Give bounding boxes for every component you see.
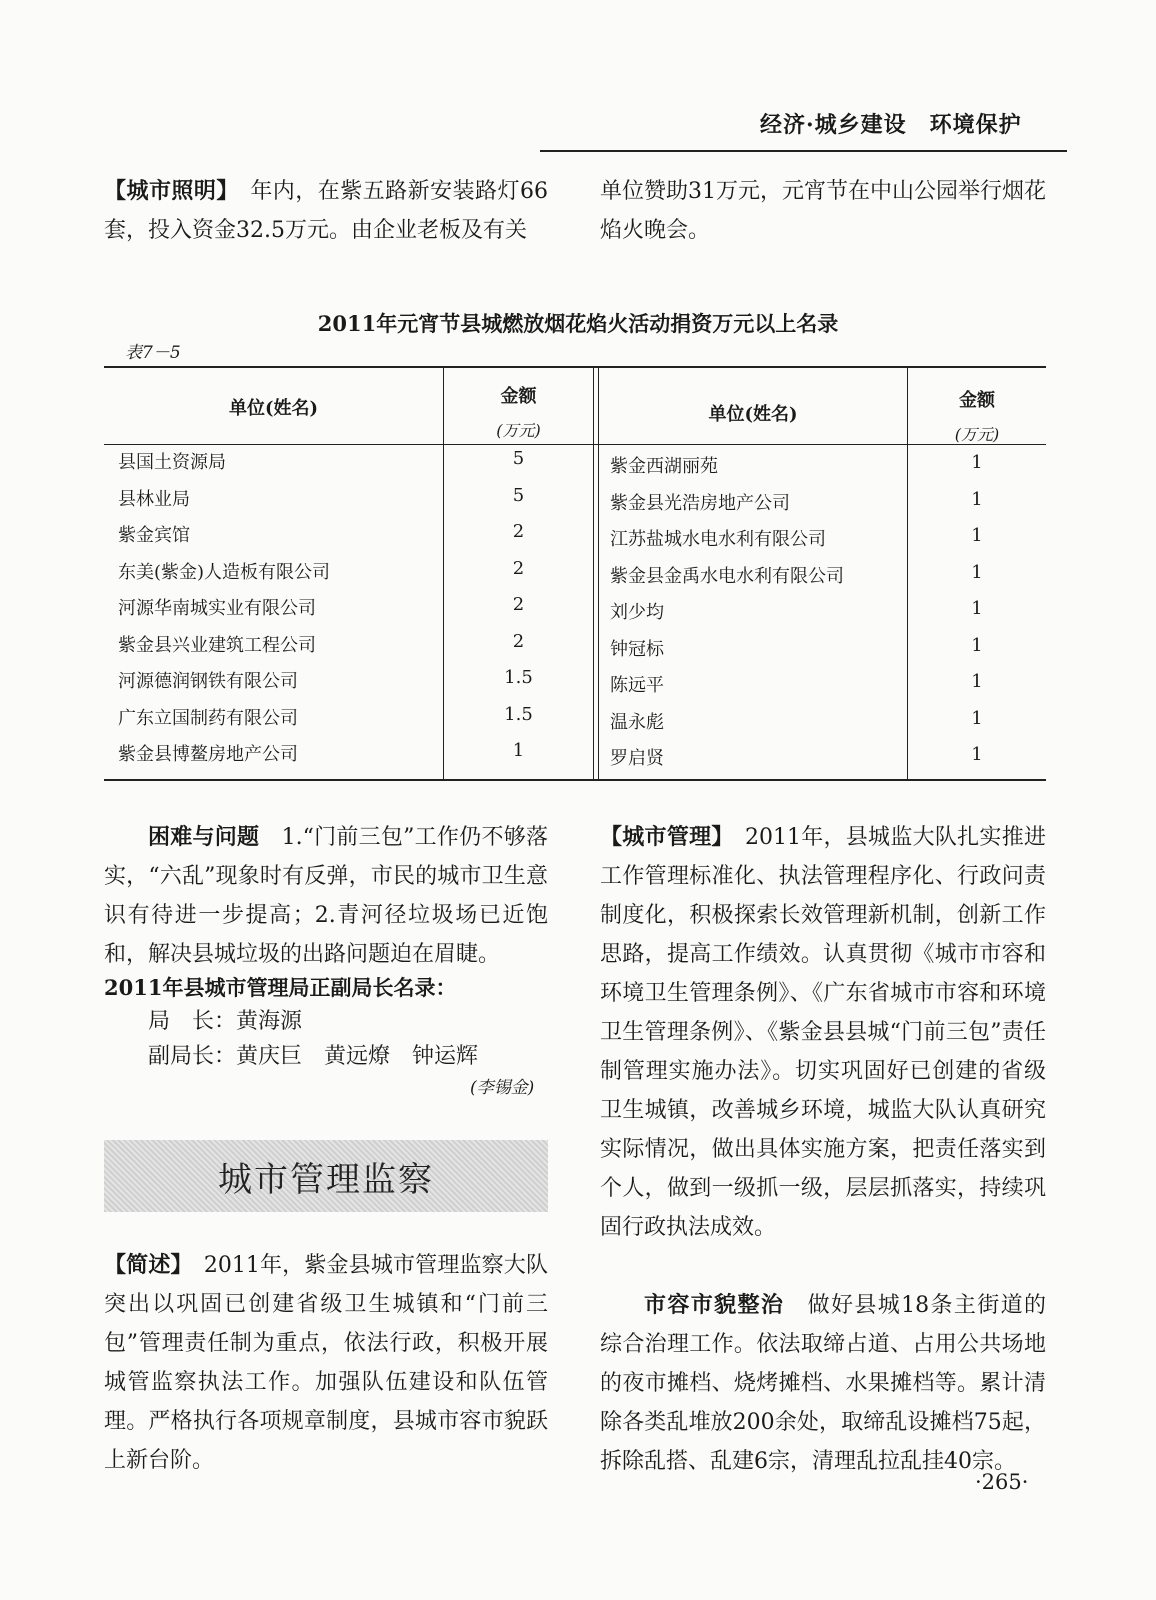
table-cell-name: 江苏盐城水电水利有限公司 (610, 529, 826, 550)
table-number: 表7－5 (125, 343, 181, 363)
table-cell-name: 东美(紫金)人造板有限公司 (118, 561, 331, 583)
table-cell-name: 刘少均 (610, 602, 664, 623)
summary-text: 2011年，紫金县城市管理监察大队突出以巩固已创建省级卫生城镇和“门前三包”管理责任制为重点，依法行政，积极开展城管监察执法工作。加强队伍建设和队伍管理。严格执行各项规章制度，县城市容市貌跃上新台阶。 (104, 1253, 548, 1473)
table-cell-amount: 1 (971, 561, 983, 583)
table-cell-amount: 1.5 (504, 703, 533, 725)
table-cell-name: 陈远平 (610, 675, 664, 696)
section-banner (104, 1140, 548, 1212)
leaders-title: 2011年县城市管理局正副局长名录： (104, 975, 457, 1000)
table-cell-name: 河源德润钢铁有限公司 (118, 671, 298, 692)
table-cell-amount: 2 (512, 557, 525, 579)
lighting-text-col1: 年内，在紫五路新安装路灯66套，投入资金32.5万元。由企业老板及有关 (104, 179, 548, 243)
table-header-amount-right: 金额 (万元) (954, 390, 1000, 444)
table-cell-amount: 1 (971, 525, 983, 546)
rectification-text: 做好县城18条主街道的综合治理工作。依法取缔占道、占用公共场地的夜市摊档、烧烤摊档、水果摊档等。累计清除各类乱堆放200余处，取缔乱设摊档75起，拆除乱搭、乱建6宗，清理乱拉乱挂40宗。 (600, 1293, 1046, 1474)
running-header: 经济·城乡建设 环境保护 (760, 112, 1022, 138)
lighting-label: 【城市照明】 (104, 178, 228, 204)
lighting-paragraph (104, 172, 548, 250)
table-col-divider (598, 366, 599, 780)
table-cell-amount: 1 (971, 634, 983, 656)
table-title: 2011年元宵节县城燃放烟花焰火活动捐资万元以上名录 (317, 311, 839, 336)
table-cell-name: 钟冠标 (610, 638, 664, 660)
table-header-amount-left: 金额 (万元) (496, 386, 541, 440)
table-cell-amount: 1 (971, 744, 983, 765)
table-header-unit-left: 单位(姓名) (228, 398, 319, 419)
leaders-deputy: 副局长：黄庆巨 黄远燎 钟运辉 (148, 1044, 479, 1069)
table-cell-name: 县国土资源局 (118, 452, 226, 473)
table-cell-amount: 1.5 (504, 667, 533, 688)
table-cell-amount: 2 (512, 521, 525, 542)
problems-text: 1.“门前三包”工作仍不够落实，“六乱”现象时有反弹，市民的城市卫生意识有待进一步提高；2.青河径垃圾场已近饱和，解决县城垃圾的出路问题迫在眉睫。 (104, 825, 548, 967)
leaders-director: 局 长：黄海源 (148, 1009, 303, 1034)
table-cell-amount: 2 (512, 594, 525, 615)
table-cell-amount: 5 (512, 448, 525, 469)
rectification-paragraph (600, 1286, 1046, 1481)
table-cell-name: 广东立国制药有限公司 (118, 707, 298, 729)
table-cell-name: 紫金县金禹水电水利有限公司 (610, 565, 844, 587)
table-cell-name: 紫金县兴业建筑工程公司 (118, 634, 316, 656)
table-cell-amount: 1 (971, 598, 983, 619)
table-cell-amount: 1 (971, 452, 983, 473)
table-cell-name: 县林业局 (118, 488, 190, 510)
table-col-divider (593, 366, 594, 780)
problems-paragraph (104, 818, 548, 974)
lighting-paragraph-continued (600, 172, 1046, 250)
table-cell-amount: 1 (971, 671, 983, 692)
table-cell-name: 紫金县博鳌房地产公司 (118, 744, 298, 765)
section-title: 城市管理监察 (218, 1159, 434, 1200)
table-cell-amount: 1 (512, 740, 525, 761)
table-header-unit-right: 单位(姓名) (708, 404, 798, 425)
management-label: 【城市管理】 (600, 824, 723, 850)
rectification-lead: 市容市貌整治 (644, 1292, 785, 1318)
table-cell-name: 罗启贤 (610, 748, 664, 769)
table-cell-name: 紫金县光浩房地产公司 (610, 492, 790, 514)
table-cell-amount: 2 (512, 630, 525, 652)
management-text: 2011年，县城监大队扎实推进工作管理标准化、执法管理程序化、行政问责制度化，积极探索长效管理新机制，创新工作思路，提高工作绩效。认真贯彻《城市市容和环境卫生管理条例》、《广东省城市市容和环境卫生管理条例》、《紫金县县城“门前三包”责任制管理实施办法》。切实巩固好已创建的省级卫生城镇，改善城乡环境，城监大队认真研究实际情况，做出具体实施方案，把责任落实到个人，做到一级抓一级，层层抓落实，持续巩固行政执法成效。 (600, 825, 1046, 1240)
table-bottom-rule (104, 779, 1046, 781)
table-cell-name: 河源华南城实业有限公司 (118, 598, 316, 619)
management-paragraph (600, 818, 1046, 1247)
table-cell-name: 紫金宾馆 (118, 525, 190, 546)
table-cell-amount: 1 (971, 707, 983, 729)
table-cell-name: 紫金西湖丽苑 (610, 456, 718, 477)
table-top-rule (104, 366, 1046, 368)
lighting-text-col2: 单位赞助31万元，元宵节在中山公园举行烟花焰火晚会。 (600, 179, 1046, 243)
page-number: ·265· (975, 1470, 1029, 1494)
table-cell-amount: 1 (971, 488, 983, 510)
table-cell-name: 温永彪 (610, 711, 664, 733)
summary-paragraph (104, 1246, 548, 1480)
summary-label: 【简述】 (104, 1252, 182, 1278)
table-cell-amount: 5 (512, 484, 525, 506)
header-rule (540, 150, 1067, 152)
author-credit: (李锡金) (470, 1078, 535, 1098)
problems-lead: 困难与问题 (148, 824, 260, 850)
